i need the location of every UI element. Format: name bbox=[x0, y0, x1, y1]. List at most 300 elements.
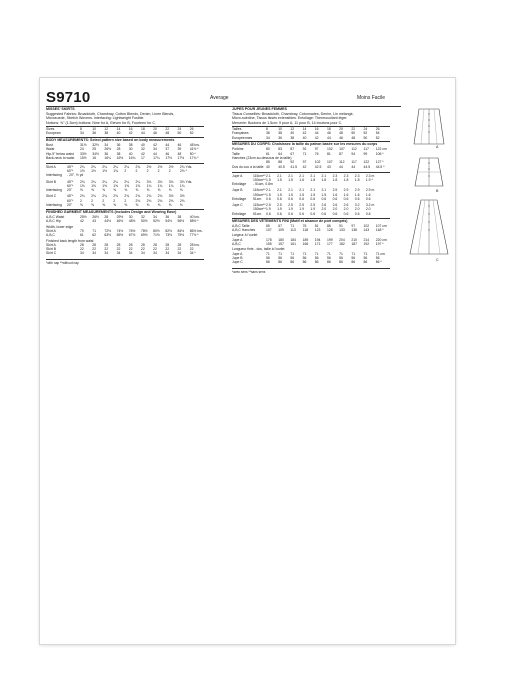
fabric-width: 45"* bbox=[67, 179, 74, 184]
cell: 85 bbox=[266, 160, 270, 165]
cell: 2.5 bbox=[299, 203, 304, 208]
cell: 1.8 bbox=[354, 177, 360, 182]
body-measurements-title: MESURES DU CORPS: Choisissez la taille du patron basée sur les mesures du corps bbox=[232, 142, 378, 147]
cell: 2.9 bbox=[332, 188, 338, 193]
cell: 0.6 bbox=[321, 211, 327, 216]
cell: 30 bbox=[128, 147, 133, 152]
cell: ⅝ bbox=[157, 202, 161, 207]
cell: 0.6 bbox=[354, 196, 360, 201]
cell: 0.6 bbox=[332, 211, 338, 216]
body-measurements-title: BODY MEASUREMENTS: Select pattern size based on body measurements bbox=[46, 137, 175, 142]
cell: 214 bbox=[363, 237, 370, 242]
cell: 189 bbox=[302, 237, 309, 242]
cell: 50 bbox=[363, 135, 368, 140]
fabric-width: 115cm** bbox=[253, 188, 266, 193]
cell: 32 bbox=[140, 147, 145, 152]
cell: 122 bbox=[363, 160, 370, 165]
fabric-width: 20" bbox=[67, 188, 72, 192]
cell: 2.0 bbox=[332, 207, 338, 212]
cell: 52 bbox=[375, 135, 380, 140]
cell: 3⅛ bbox=[168, 179, 174, 184]
cell: ⅝ bbox=[168, 188, 172, 192]
cell: 80 bbox=[266, 147, 270, 152]
cell: 16 bbox=[92, 155, 96, 160]
fabric-width: 51cm bbox=[253, 196, 262, 201]
cell: 1¾ bbox=[157, 183, 163, 188]
cell: 2¼ bbox=[102, 164, 107, 169]
cell: 1.6 bbox=[299, 177, 304, 182]
cell: 71 bbox=[290, 251, 295, 256]
cell: 2 bbox=[102, 198, 105, 203]
cell: 2.0 bbox=[343, 207, 349, 212]
table-row bbox=[232, 260, 388, 264]
cell: 86 bbox=[290, 260, 295, 265]
cell: ⅝ bbox=[113, 202, 117, 207]
cell: 0.6 bbox=[365, 196, 371, 201]
cell: 107 bbox=[339, 147, 345, 152]
cell: 2.9 m bbox=[365, 188, 375, 193]
section-title: JUPES POUR JEUNES FEMMES bbox=[232, 107, 287, 111]
cell: 40.5 bbox=[278, 164, 285, 169]
cell: 2¾ bbox=[135, 164, 141, 169]
cell: 48 bbox=[351, 135, 356, 140]
cell: 44 bbox=[351, 164, 356, 169]
cell: 107 bbox=[326, 160, 333, 165]
cell: 97 bbox=[351, 223, 356, 228]
skirt-a-sketch bbox=[414, 109, 444, 144]
cell: 28 bbox=[165, 242, 170, 247]
cell: 41½ * bbox=[189, 147, 199, 152]
row-label: Interfacing bbox=[46, 202, 62, 207]
cell: 2⅛ bbox=[168, 198, 174, 203]
cell: 1⅝ bbox=[80, 183, 85, 188]
cell: 2 bbox=[124, 169, 127, 173]
cell: 40 Ins. bbox=[189, 215, 200, 219]
cell: 56 bbox=[290, 255, 295, 260]
row-label: A,B,C Taille bbox=[232, 223, 250, 228]
cell: 46½ bbox=[116, 219, 124, 224]
cell: 41.5 bbox=[290, 164, 297, 169]
cell: 2.1 bbox=[288, 188, 293, 193]
cell: 2¼ bbox=[124, 179, 130, 184]
cell: 44½ bbox=[104, 219, 111, 224]
cell: 143 bbox=[363, 228, 370, 233]
cell: 52 bbox=[363, 131, 368, 136]
cell: 1.8 bbox=[321, 177, 327, 182]
cell: 28 bbox=[177, 242, 182, 247]
cell: 2¼ bbox=[102, 179, 107, 184]
row-label: Européennes bbox=[232, 135, 253, 140]
difficulty-fr: Moins Facile bbox=[357, 95, 386, 101]
cell: 2¾ bbox=[102, 194, 107, 199]
cell: 86 bbox=[351, 260, 356, 265]
row-label: Poitrine bbox=[232, 147, 244, 152]
cell: ⅝ bbox=[179, 188, 183, 192]
cell: 1.5 bbox=[310, 192, 316, 197]
cell: 71 bbox=[351, 251, 356, 256]
cell: 71 bbox=[290, 223, 295, 228]
cell: 20 bbox=[339, 126, 343, 131]
cell: 81 bbox=[314, 223, 319, 228]
cell: 71 cm bbox=[375, 251, 385, 256]
cell: 38 bbox=[116, 151, 121, 156]
cell: 1.9 bbox=[288, 207, 293, 212]
cell: 0.6 bbox=[266, 196, 271, 201]
cell: 1.5 bbox=[266, 192, 271, 197]
table-row bbox=[232, 182, 273, 186]
cell: 182 bbox=[339, 242, 345, 246]
cell: 3.2 m bbox=[365, 203, 375, 208]
cell: 138 bbox=[351, 228, 357, 233]
cell: 2 bbox=[157, 169, 160, 173]
cell: 43 bbox=[92, 219, 96, 224]
cell: 2⅛ * bbox=[179, 169, 187, 173]
row-label: Taille bbox=[232, 151, 240, 156]
cell: 107 cm bbox=[375, 223, 387, 228]
cell: 86 bbox=[314, 260, 319, 265]
cell: 67 bbox=[278, 223, 282, 228]
cell: 0.6 bbox=[332, 196, 338, 201]
cell: 1.9 bbox=[266, 207, 271, 212]
cell: 118 bbox=[302, 228, 308, 233]
cell: 10 bbox=[278, 126, 282, 131]
cell: 2¼ bbox=[113, 179, 118, 184]
notions-text: Mercerie: Boutons de 1.5cm: 9 pour A, 11 pour B, 14 boutons pour C. bbox=[232, 120, 343, 125]
cell: 81 bbox=[326, 151, 331, 156]
cell: 44.5 bbox=[363, 164, 371, 169]
cell: 86 bbox=[278, 260, 282, 265]
cell: 1.5 bbox=[277, 192, 282, 197]
row-label: Hanches (23cm au-dessous de la taille) bbox=[232, 155, 292, 160]
cell: 180 bbox=[278, 237, 284, 242]
cell: 109 bbox=[278, 228, 284, 233]
cell: 2¾ bbox=[135, 194, 141, 199]
cell: 0.6 bbox=[310, 196, 316, 201]
fabric-width: - 51cm, 0.8m bbox=[253, 182, 273, 186]
cell: 50 bbox=[177, 131, 182, 136]
cell: 67 bbox=[290, 151, 295, 156]
cell: 14 bbox=[116, 126, 121, 131]
fabric-width: - 20", ½ yd bbox=[67, 173, 84, 178]
cell: 25 bbox=[92, 147, 96, 152]
cell: 1.8 bbox=[310, 177, 316, 182]
cell: 71 bbox=[326, 251, 331, 256]
cell: 67½ bbox=[128, 233, 136, 238]
row-label: Jupe B bbox=[232, 255, 243, 260]
cell: 44 bbox=[165, 142, 170, 147]
cell: 38 bbox=[290, 135, 295, 140]
cell: 2.9 bbox=[354, 188, 360, 193]
cell: 2⅛ bbox=[146, 198, 152, 203]
cell: 76 bbox=[314, 151, 319, 156]
cell: 117 bbox=[363, 147, 369, 152]
cell: 0.6 bbox=[343, 211, 349, 216]
cell: 26 bbox=[189, 126, 194, 131]
cell: 71 bbox=[363, 251, 368, 256]
cell: 1.9 bbox=[310, 207, 316, 212]
cell: 2¾ bbox=[91, 194, 96, 199]
cell: 16¾ bbox=[128, 155, 136, 160]
cell: 107 bbox=[266, 228, 272, 233]
cell: 22 bbox=[140, 247, 145, 252]
cell: 46 bbox=[326, 131, 331, 136]
cell: 34 bbox=[153, 251, 157, 256]
row-label: European bbox=[46, 131, 61, 136]
cell: 71 bbox=[339, 251, 343, 256]
cell: 1.5 bbox=[321, 192, 327, 197]
sketch-label-a: A bbox=[436, 145, 439, 149]
row-label: Largeur à l'ourlet bbox=[232, 233, 258, 238]
cell: ⅝ bbox=[135, 188, 139, 192]
cell: 171 bbox=[314, 242, 321, 246]
pattern-code: S9710 bbox=[46, 89, 91, 106]
cell: 187 bbox=[351, 242, 357, 246]
cell: 3⅛ bbox=[146, 179, 152, 184]
cell: 112 bbox=[351, 147, 357, 152]
cell: 2¾ bbox=[124, 194, 130, 199]
cell: 48 bbox=[177, 151, 182, 156]
cell: 0.6 bbox=[277, 211, 282, 216]
cell: 161 bbox=[290, 242, 297, 246]
cell: 46 bbox=[177, 142, 182, 147]
table-row bbox=[232, 197, 377, 201]
cell: 76½ bbox=[128, 228, 136, 233]
cell: 36 bbox=[116, 142, 121, 147]
row-label: Jupe A bbox=[232, 251, 243, 256]
cell: 36 bbox=[266, 131, 270, 136]
cell: 56 bbox=[278, 255, 282, 260]
cell: 10 bbox=[92, 126, 96, 131]
cell: 22 bbox=[80, 247, 84, 252]
cell: 0.6 bbox=[310, 211, 316, 216]
cell: 1¾ bbox=[179, 183, 185, 188]
row-label: Skirt B bbox=[46, 247, 56, 252]
cell: 12 bbox=[104, 126, 109, 131]
cell: ⅝ bbox=[168, 202, 172, 207]
cell: 86 bbox=[363, 260, 368, 265]
cell: 54 bbox=[375, 131, 380, 136]
cell: 34 bbox=[140, 251, 145, 256]
cell: 0.6 bbox=[277, 196, 282, 201]
cell: 72½ bbox=[104, 228, 111, 233]
cell: 50 * bbox=[189, 151, 196, 156]
cell: 65½ bbox=[116, 233, 124, 238]
row-label: Françaises bbox=[232, 131, 249, 136]
cell: ⅝ bbox=[146, 202, 150, 207]
cell: 2 bbox=[80, 198, 82, 203]
cell: 24 bbox=[363, 126, 368, 131]
cell: 42 bbox=[314, 135, 319, 140]
cell: 2.3 bbox=[343, 173, 349, 178]
cell: 48 bbox=[339, 131, 343, 136]
cell: 2.5 bbox=[310, 203, 316, 208]
fabric-width: 150cm** bbox=[253, 207, 266, 212]
cell: ⅝ bbox=[102, 202, 106, 207]
cell: 1¾ bbox=[113, 169, 118, 173]
cell: 44 bbox=[314, 131, 319, 136]
cell: 78½ bbox=[140, 228, 148, 233]
finished-measurements-title: FINISHED GARMENT MEASUREMENTS (Includes Design and Wearing Ease) bbox=[46, 210, 177, 214]
cell: 2.1 bbox=[321, 188, 327, 193]
cell: 2.1 bbox=[277, 188, 282, 193]
cell: 38 bbox=[104, 131, 109, 136]
cell: 28 bbox=[128, 242, 133, 247]
row-label: Skirt A bbox=[46, 228, 56, 233]
cell: 3⅛ bbox=[157, 179, 163, 184]
cell: ⅝ bbox=[102, 188, 106, 192]
cell: 22 bbox=[116, 247, 121, 252]
cell: 2 bbox=[113, 198, 116, 203]
cell: 166 bbox=[302, 242, 309, 246]
cell: 2¾ bbox=[146, 194, 152, 199]
cell: 123 bbox=[314, 228, 321, 233]
skirt-sketches bbox=[404, 106, 454, 268]
skirt-b-sketch bbox=[415, 158, 443, 186]
row-label: A,B,C Hip bbox=[46, 219, 61, 224]
cell: 48 Ins. bbox=[189, 142, 200, 147]
cell: 87 bbox=[290, 147, 295, 152]
cell: 26 bbox=[375, 126, 380, 131]
cell: 2.1 bbox=[321, 173, 327, 178]
cell: 2¾ Yds. bbox=[179, 164, 193, 169]
cell: 106 * bbox=[375, 151, 384, 156]
cell: 87 bbox=[339, 151, 343, 156]
cell: 86 bbox=[302, 260, 307, 265]
table-row bbox=[46, 219, 202, 223]
cell: 69½ bbox=[140, 233, 148, 238]
cell: 28 bbox=[140, 242, 145, 247]
cell: 2.0 bbox=[354, 207, 360, 212]
cell: 40 bbox=[290, 131, 295, 136]
cell: 0.6 bbox=[299, 196, 304, 201]
fabrics-text-2: Micro-suèdine, Tissus tissés extensibles. Entoilage: Thermocollant léger. bbox=[232, 116, 348, 121]
cell: 28 bbox=[116, 147, 121, 152]
fabrics-text: Suggested Fabrics: Broadcloth, Chambray, Cotton Blends, Denim, Linen Blends, bbox=[46, 112, 175, 116]
cell: 36 bbox=[92, 131, 96, 136]
cell: 16 bbox=[314, 126, 319, 131]
skirt-c-sketch bbox=[410, 200, 448, 254]
fabric-width: 60"* bbox=[67, 183, 74, 188]
cell: 91 bbox=[339, 223, 343, 228]
cell: 63½ bbox=[104, 233, 111, 238]
section-rule bbox=[232, 268, 390, 269]
cell: 1.5 bbox=[288, 177, 293, 182]
cell: 1½ bbox=[91, 169, 96, 173]
cell: 65 bbox=[266, 223, 270, 228]
cell: 2.3 bbox=[354, 173, 360, 178]
cell: 31½ bbox=[80, 142, 87, 147]
section-rule bbox=[46, 259, 204, 260]
cell: 44 bbox=[140, 131, 145, 136]
cell: 40 bbox=[116, 131, 121, 136]
cell: 61 bbox=[80, 233, 84, 238]
cell: 16½ bbox=[116, 155, 124, 160]
cell: 1.8 bbox=[343, 177, 349, 182]
cell: 28 bbox=[153, 242, 157, 247]
cell: 2 bbox=[135, 169, 138, 173]
cell: 155 bbox=[266, 242, 272, 246]
cell: 34 bbox=[104, 142, 109, 147]
row-label: Waist bbox=[46, 147, 55, 152]
cell: 40 bbox=[140, 142, 145, 147]
cell: 71 bbox=[266, 251, 270, 256]
cell: 1.9 bbox=[277, 207, 282, 212]
cell: 14 bbox=[302, 126, 307, 131]
cell: 8 bbox=[266, 126, 268, 131]
cell: 0.6 bbox=[354, 211, 360, 216]
cell: 194 bbox=[314, 237, 321, 242]
fabrics-text-2: Microsuede, Stretch Wovens. Interfacing: Lightweight Fusible. bbox=[46, 116, 145, 121]
cell: 44 bbox=[339, 164, 343, 169]
cell: 56 bbox=[351, 255, 356, 260]
cell: 64 bbox=[278, 151, 282, 156]
cell: ⅝ bbox=[146, 188, 150, 192]
cell: 220 cm bbox=[375, 237, 387, 242]
table-row bbox=[46, 156, 202, 160]
row-label: Entoilage bbox=[232, 211, 247, 216]
cell: 184 bbox=[290, 237, 297, 242]
cell: 75½ bbox=[177, 233, 185, 238]
cell: 17½ bbox=[177, 155, 185, 160]
cell: 22 bbox=[128, 247, 133, 252]
cell: 34 bbox=[266, 135, 270, 140]
table-row bbox=[46, 233, 202, 237]
cell: 204 bbox=[339, 237, 345, 242]
row-label: Entoilage bbox=[232, 196, 247, 201]
cell: 2¼ bbox=[135, 179, 141, 184]
cell: 86 bbox=[339, 260, 343, 265]
cell: 2.1 bbox=[266, 188, 271, 193]
cell: 48 bbox=[165, 131, 170, 136]
cell: 33½ bbox=[80, 151, 87, 156]
cell: 210 bbox=[351, 237, 357, 242]
cell: 36 bbox=[165, 215, 170, 219]
cell: 71 bbox=[314, 251, 319, 256]
cell: 15½ bbox=[80, 155, 87, 160]
cell: 2.5 bbox=[288, 203, 293, 208]
cell: 2½ bbox=[146, 164, 152, 169]
cell: 2.1 bbox=[299, 188, 304, 193]
cell: 2.6 bbox=[332, 203, 338, 208]
cell: 3½ bbox=[168, 194, 174, 199]
cell: 32 bbox=[140, 215, 145, 219]
cell: 24 bbox=[80, 147, 84, 152]
fabric-width: 45"* bbox=[67, 164, 74, 169]
cell: 86 bbox=[326, 223, 331, 228]
cell: 2.1 bbox=[310, 173, 316, 178]
cell: 22 bbox=[153, 247, 157, 252]
table-row bbox=[46, 173, 84, 178]
row-label: Dos du cou à la taille bbox=[232, 164, 264, 169]
cell: 34 bbox=[104, 251, 109, 256]
cell: 61 bbox=[266, 151, 270, 156]
fabric-width: 60"* bbox=[67, 198, 74, 203]
cell: ⅝ bbox=[157, 188, 161, 192]
row-label: Jupe A bbox=[232, 173, 243, 178]
cell: 3.2 bbox=[354, 203, 360, 208]
cell: 2.3 m bbox=[365, 173, 375, 178]
cell: 2.1 bbox=[288, 173, 293, 178]
cell: 28 bbox=[104, 215, 109, 219]
cell: 2¼ bbox=[91, 164, 96, 169]
cell: 2 bbox=[91, 198, 93, 203]
row-label: Width, lower edge bbox=[46, 224, 74, 229]
cell: 38 bbox=[177, 215, 182, 219]
cell: 42 bbox=[128, 131, 133, 136]
cell: 117 bbox=[351, 160, 357, 165]
cell: 46 bbox=[153, 131, 157, 136]
cell: 1⅝ bbox=[135, 183, 141, 188]
